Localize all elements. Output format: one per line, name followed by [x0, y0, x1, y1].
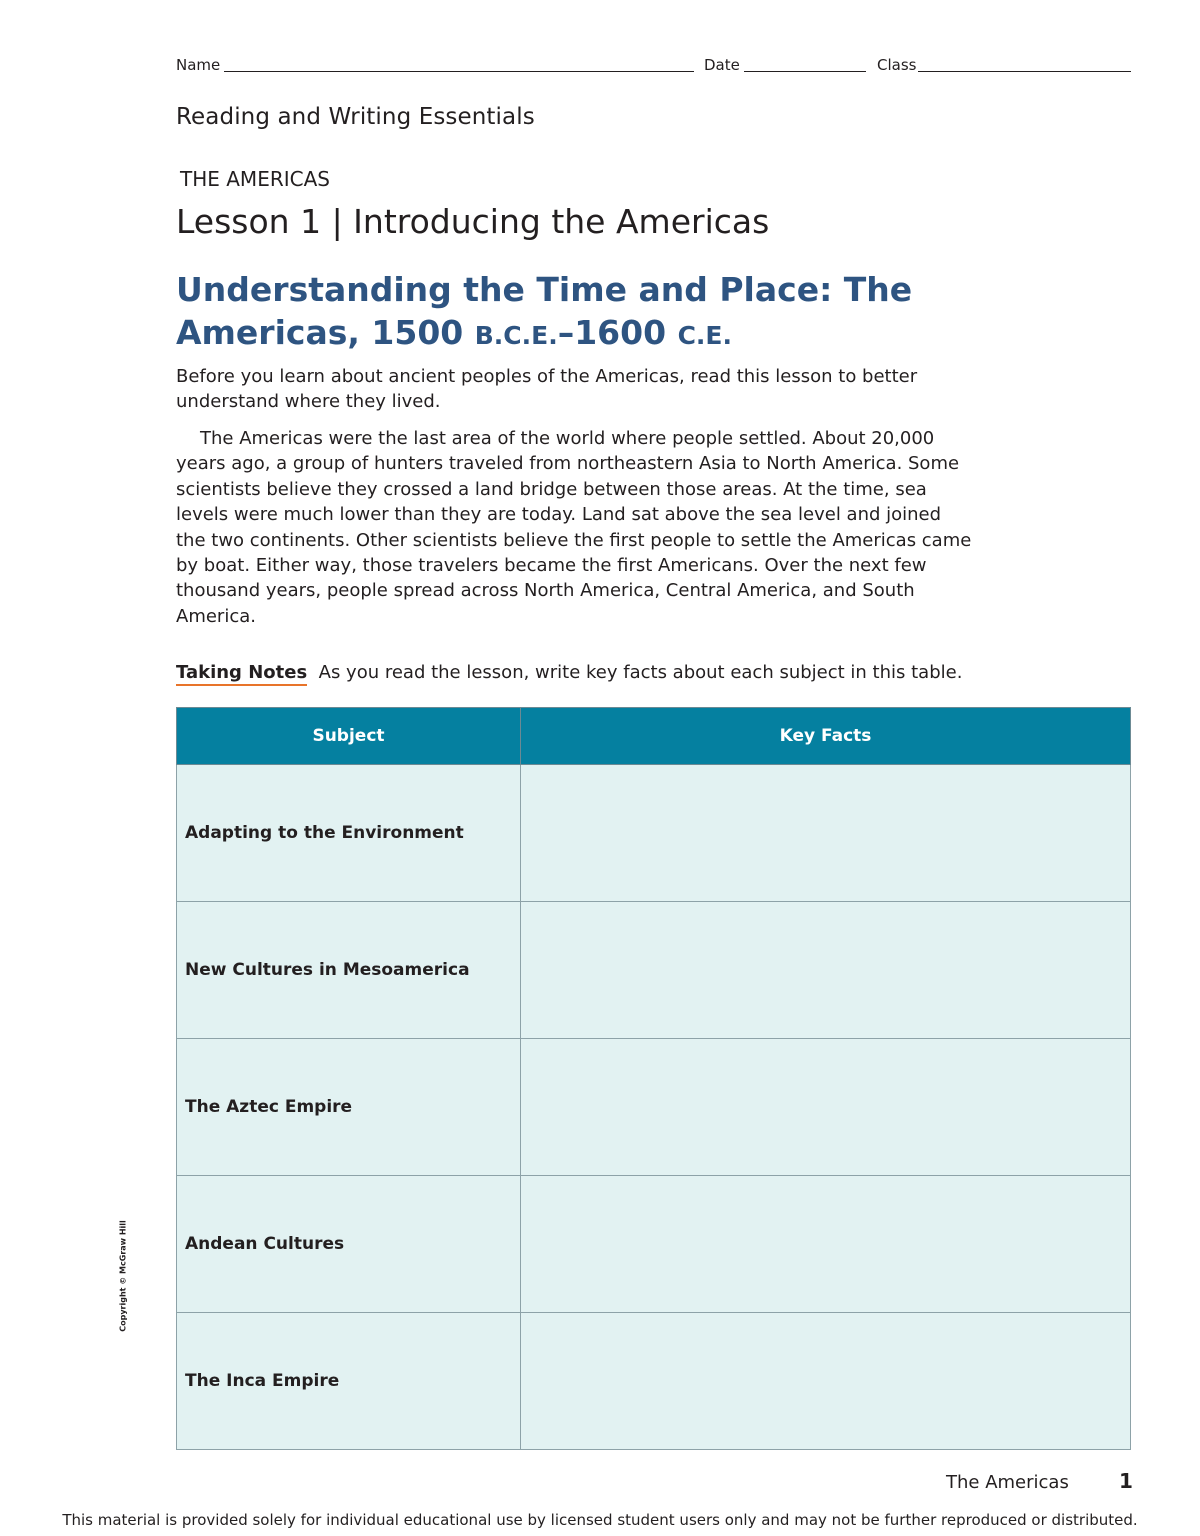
copyright-notice	[116, 1220, 130, 1332]
date-label: Date	[704, 56, 740, 74]
table-row	[177, 902, 1131, 1039]
key-facts-cell[interactable]	[521, 1313, 1131, 1450]
date-field[interactable]	[744, 71, 866, 72]
era-abbrev-ce: C.E.	[677, 321, 732, 350]
key-facts-cell[interactable]	[521, 1039, 1131, 1176]
name-field[interactable]	[224, 71, 694, 72]
key-facts-cell[interactable]	[521, 765, 1131, 902]
era-abbrev-bce: B.C.E.	[474, 321, 558, 350]
subject-cell: Adapting to the Environment	[177, 765, 521, 902]
subtitle-text-2: –1600	[557, 313, 678, 352]
lesson-subtitle	[176, 268, 1036, 357]
subject-cell: The Aztec Empire	[177, 1039, 521, 1176]
key-facts-cell[interactable]	[521, 902, 1131, 1039]
body-paragraph: The Americas were the last area of the world where people settled. About 20,000 years ago, a group of hunters traveled from northeastern Asia to North America. Some scientists believe they crossed a land bridge between those areas. At the time, sea levels were much lower than they are today. Land sat above the sea level and joined the two continents. Other scientists believe the first people to settle the Americas came by boat. Either way, those travelers became the first Americans. Over the next few thousand years, people spread across North America, Central America, and South America.	[176, 428, 972, 627]
subject-cell: The Inca Empire	[177, 1313, 521, 1450]
taking-notes-instruction	[176, 662, 1136, 683]
notes-table	[176, 707, 1131, 1450]
section-heading: Reading and Writing Essentials	[176, 104, 535, 130]
intro-paragraph: Before you learn about ancient peoples of the Americas, read this lesson to better understand where they lived.	[176, 366, 918, 412]
usage-disclaimer: This material is provided solely for individual educational use by licensed student users only and may not be further reproduced or distributed.	[62, 1511, 1138, 1529]
taking-notes-text: As you read the lesson, write key facts about each subject in this table.	[318, 662, 963, 683]
table-header-row	[177, 708, 1131, 765]
column-header-subject: Subject	[177, 708, 521, 765]
copyright-text: Copyright © McGraw Hill	[118, 1220, 128, 1332]
table-row	[177, 1039, 1131, 1176]
name-label: Name	[176, 56, 221, 74]
student-info-fields	[176, 54, 1131, 76]
footer-unit-name: The Americas	[946, 1472, 1069, 1493]
table-row	[177, 1313, 1131, 1450]
table-row	[177, 1176, 1131, 1313]
key-facts-cell[interactable]	[521, 1176, 1131, 1313]
class-label: Class	[877, 56, 917, 74]
page-number: 1	[1119, 1469, 1133, 1493]
subject-cell: New Cultures in Mesoamerica	[177, 902, 521, 1039]
class-field[interactable]	[918, 71, 1131, 72]
lesson-title: Lesson 1 | Introducing the Americas	[176, 202, 770, 241]
column-header-key-facts: Key Facts	[521, 708, 1131, 765]
taking-notes-label: Taking Notes	[176, 662, 307, 686]
subject-cell: Andean Cultures	[177, 1176, 521, 1313]
unit-label: THE AMERICAS	[180, 167, 330, 191]
table-row	[177, 765, 1131, 902]
subtitle-text: Understanding the Time and Place: The Americas, 1500	[176, 270, 913, 352]
